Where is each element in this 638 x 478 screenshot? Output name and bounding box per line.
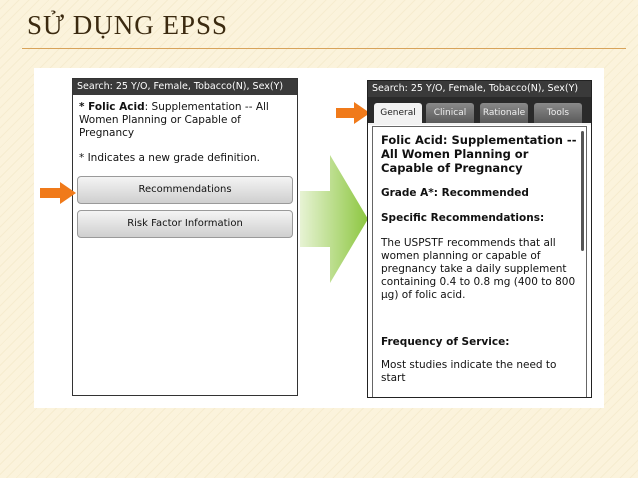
- tab-tools[interactable]: Tools: [534, 103, 582, 123]
- specific-recommendations-text: The USPSTF recommends that all women planning or capable of pregnancy take a daily supplement containing 0.4 to 0.8 mg (400 to 800 µg) of folic acid.: [381, 237, 576, 301]
- orange-pointer-arrow-left: [38, 180, 78, 206]
- left-body: [73, 95, 297, 165]
- topic-description: : Supplementation -- All Women Planning or Capable of Pregnancy: [79, 101, 269, 139]
- grade-note: * Indicates a new grade definition.: [79, 152, 260, 164]
- left-phone-screen: [72, 78, 298, 396]
- specific-recommendations-heading: Specific Recommendations:: [381, 212, 545, 224]
- scrollbar[interactable]: [581, 131, 584, 251]
- right-phone-screen: [367, 80, 592, 398]
- tab-rationale[interactable]: Rationale: [480, 103, 528, 123]
- content-area[interactable]: [372, 126, 587, 397]
- frequency-heading: Frequency of Service:: [381, 336, 510, 348]
- green-transition-arrow: [300, 155, 368, 283]
- risk-factor-button[interactable]: Risk Factor Information: [77, 210, 293, 238]
- tab-underline: [368, 123, 591, 125]
- left-status-bar: Search: 25 Y/O, Female, Tobacco(N), Sex(Y): [73, 79, 297, 95]
- frequency-text: Most studies indicate the need to start: [381, 359, 557, 384]
- topic-name: * Folic Acid: [79, 101, 145, 113]
- tab-general[interactable]: General: [374, 103, 422, 123]
- tab-bar: [368, 97, 591, 125]
- recommendations-button[interactable]: Recommendations: [77, 176, 293, 204]
- topic-text: [79, 101, 291, 140]
- grade-label: Grade A*: Recommended: [381, 187, 529, 199]
- tab-clinical[interactable]: Clinical: [426, 103, 474, 123]
- title-divider: [22, 48, 626, 49]
- slide-title: SỬ DỤNG EPSS: [27, 10, 228, 40]
- recommendation-heading: Folic Acid: Supplementation -- All Women Planning or Capable of Pregnancy: [381, 133, 577, 175]
- right-status-bar: Search: 25 Y/O, Female, Tobacco(N), Sex(Y): [368, 81, 591, 97]
